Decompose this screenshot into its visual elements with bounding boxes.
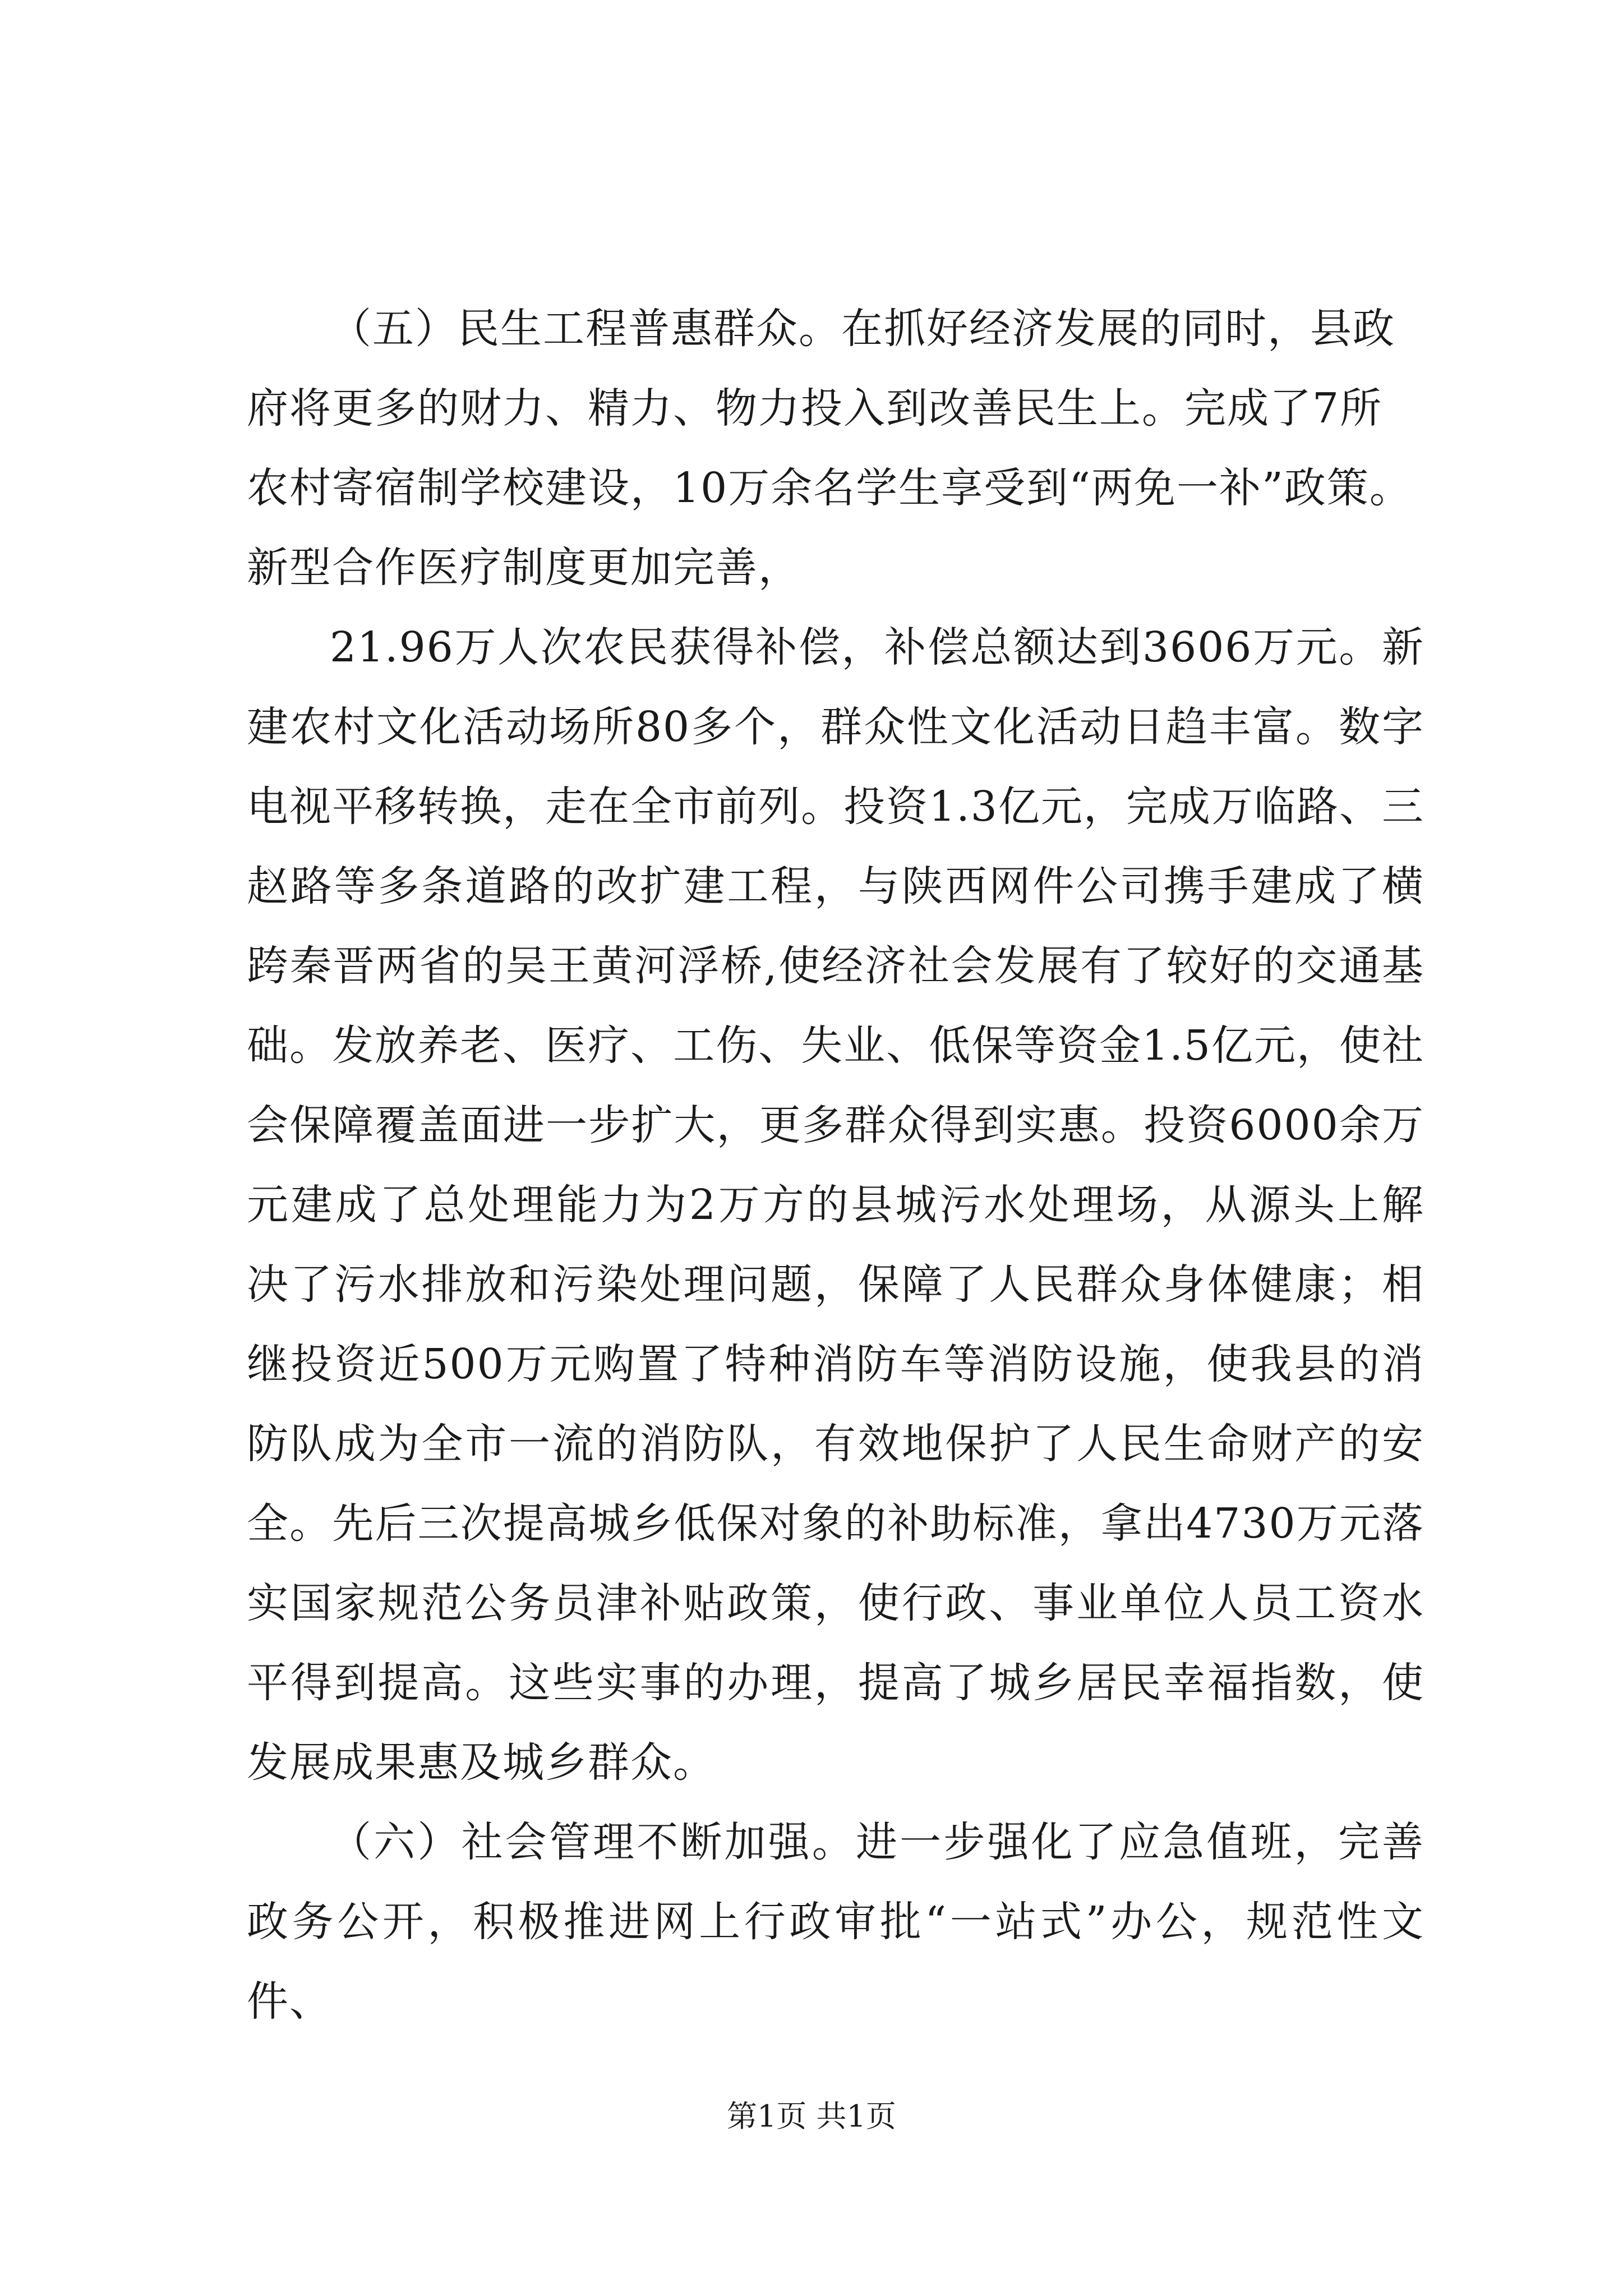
- page-number-footer: 第1页 共1页: [727, 2099, 896, 2134]
- paragraph-achievements: 21.96万人次农民获得补偿，补偿总额达到3606万元。新建农村文化活动场所80多个，群众性文化活动日趋丰富。数字电视平移转换，走在全市前列。投资1.3亿元，完成万临路、三赵路等多条道路的改扩建工程，与陕西网件公司携手建成了横跨秦晋两省的吴王黄河浮桥,使经济社会发展有了较好的交通基础。发放养老、医疗、工伤、失业、低保等资金1.5亿元，使社会保障覆盖面进一步扩大，更多群众得到实惠。投资6000余万元建成了总处理能力为2万方的县城污水处理场，从源头上解决了污水排放和污染处理问题，保障了人民群众身体健康；相继投资近500万元购置了特种消防车等消防设施，使我县的消防队成为全市一流的消防队，有效地保护了人民生命财产的安全。先后三次提高城乡低保对象的补助标准，拿出4730万元落实国家规范公务员津补贴政策，使行政、事业单位人员工资水平得到提高。这些实事的办理，提高了城乡居民幸福指数，使发展成果惠及城乡群众。: [247, 623, 1424, 1787]
- paragraph-livelihood: （五）民生工程普惠群众。在抓好经济发展的同时，县政府将更多的财力、精力、物力投入到改善民生上。完成了7所农村寄宿制学校建设，10万余名学生享受到“两免一补”政策。新型合作医疗制度更加完善，: [247, 305, 1412, 592]
- paragraph-social-management: （六）社会管理不断加强。进一步强化了应急值班，完善政务公开，积极推进网上行政审批“一站式”办公，规范性文件、: [247, 1818, 1424, 2026]
- document-body: [247, 289, 1424, 2041]
